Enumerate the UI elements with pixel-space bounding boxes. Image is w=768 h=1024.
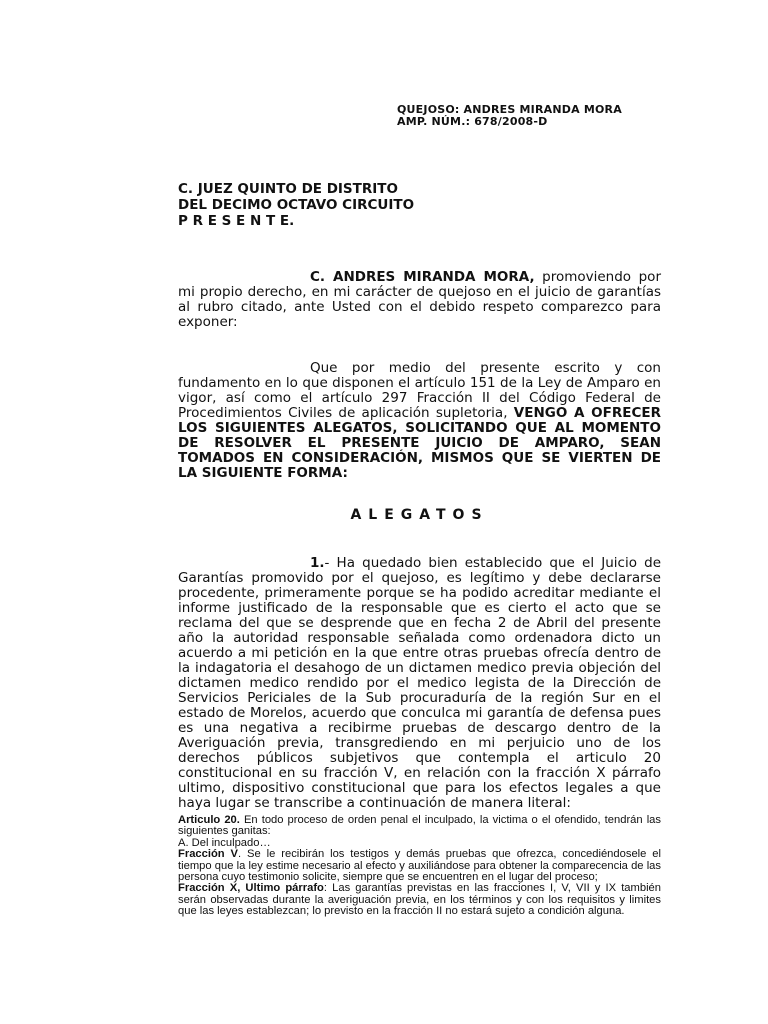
intro-paragraph	[178, 270, 661, 330]
fraction-v-label: Fracción V	[178, 848, 239, 861]
fraction-x-label: Fracción X, Ultimo párrafo	[178, 882, 324, 895]
addressee-line-3: P R E S E N T E.	[178, 213, 295, 229]
point-1-text: - Ha quedado bien establecido que el Juicio de Garantías promovido por el quejoso, es legítimo y debe declararse procedente, primeramente porque se ha podido acreditar mediante el informe justificado de la responsable que es cierto el acto que se reclama del que se desprende que en fecha 2 de Abril del presente año la autoridad responsable señalada como ordenadora dicto un acuerdo a mi petición en la que entre otras pruebas ofrecía dentro de la indagatoria el desahogo de un dictamen medico previa objeción del dictamen medico rendido por el medico legista de la Dirección de Servicios Periciales de la Sub procuraduría de la región Sur en el estado de Morelos, acuerdo que conculca mi garantía de defensa pues es una negativa a recibirme pruebas de descargo dentro de la Averiguación previa, transgrediendo en mi perjuicio uno de los derechos públicos subjetivos que contempla el articulo 20 constitucional en su fracción V, en relación con la fracción X párrafo ultimo, dispositivo constitucional que para los efectos legales a que haya lugar se transcribe a continuación de manera literal:	[178, 555, 661, 811]
fraction-x-text: : Las garantías previstas en las fracciones I, V, VII y IX también serán observadas durante la averiguación previa, en los términos y con los requisitos y limites que las leyes establezcan; lo previsto en la fracción II no estará sujeto a condición alguna.	[178, 882, 661, 918]
amparo-number-line: AMP. NÚM.: 678/2008-D	[397, 115, 548, 128]
addressee-line-1: C. JUEZ QUINTO DE DISTRITO	[178, 181, 398, 197]
fraction-v-line	[178, 849, 661, 883]
alegatos-heading: ALEGATOS	[350, 507, 489, 523]
plaintiff-name: C. ANDRES MIRANDA MORA,	[310, 269, 535, 285]
addressee-line-2: DEL DECIMO OCTAVO CIRCUITO	[178, 197, 415, 213]
article-text: En todo proceso de orden penal el inculpado, la victima o el ofendido, tendrán las siguientes ganitas:	[178, 814, 661, 838]
fraction-x-line	[178, 883, 661, 917]
constitutional-quote	[178, 815, 661, 918]
addressee-block	[178, 181, 414, 229]
article-20-line	[178, 815, 661, 838]
petition-bold-text: VENGO A OFRECER LOS SIGUIENTES ALEGATOS, SOLICITANDO QUE AL MOMENTO DE RESOLVER EL PRESENTE JUICIO DE AMPARO, SEAN TOMADOS EN CONSIDERACIÓN, MISMOS QUE SE VIERTEN DE LA SIGUIENTE FORMA:	[178, 405, 661, 481]
petition-text: Que por medio del presente escrito y con fundamento en lo que disponen el artículo 151 de la Ley de Amparo en vigor, así como el artículo 297 Fracción II del Código Federal de Procedimientos Civiles de aplicación supletoria,	[178, 360, 661, 421]
inculpado-line: A. Del inculpado…	[178, 836, 271, 849]
article-label: Articulo 20.	[178, 814, 240, 826]
case-reference	[397, 104, 622, 128]
quejoso-line: QUEJOSO: ANDRES MIRANDA MORA	[397, 103, 622, 116]
intro-text: promoviendo por mi propio derecho, en mi carácter de quejoso en el juicio de garantías al rubro citado, ante Usted con el debido respeto comparezco para exponer:	[178, 269, 661, 330]
petition-paragraph	[178, 361, 661, 481]
point-number: 1.	[310, 555, 325, 571]
fraction-v-text: . Se le recibirán los testigos y demás pruebas que ofrezca, concediéndosele el tiempo que la ley estime necesario al efecto y auxiliándose para obtener la comparecencia de las persona cuyo testimonio solicite, siempre que se encuentren en el lugar del proceso;	[178, 848, 661, 884]
point-1-paragraph	[178, 556, 661, 811]
